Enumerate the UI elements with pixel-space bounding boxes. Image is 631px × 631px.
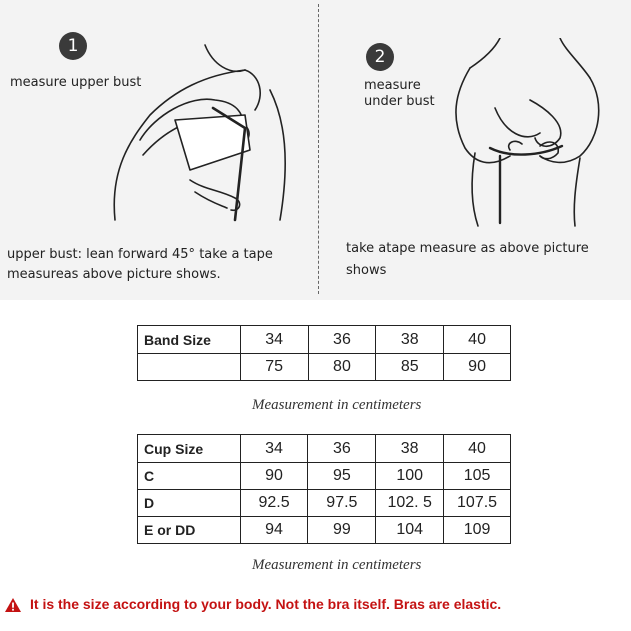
band-size-header: Band Size [138, 326, 241, 354]
cup-size-38: 38 [376, 435, 444, 463]
cup-label-d: D [138, 490, 241, 517]
cup-d-36: 97.5 [308, 490, 376, 517]
cup-size-table [137, 434, 511, 544]
cup-c-38: 100 [376, 463, 444, 490]
band-table-note: Measurement in centimeters [252, 397, 422, 413]
step-2-caption: take atape measure as above picture shows [346, 241, 589, 278]
cup-size-36: 36 [308, 435, 376, 463]
step-2-label-line2: under bust [364, 94, 435, 109]
warning-icon [4, 597, 22, 613]
cup-table-note: Measurement in centimeters [252, 557, 422, 573]
band-cm-38: 85 [376, 354, 444, 381]
under-bust-illustration [440, 38, 610, 228]
band-cm-34: 75 [240, 354, 308, 381]
cup-e-36: 99 [308, 517, 376, 544]
warning-text: It is the size according to your body. Not the bra itself. Bras are elastic. [30, 596, 502, 612]
cup-size-40: 40 [444, 435, 511, 463]
band-size-40: 40 [444, 326, 511, 354]
band-size-38: 38 [376, 326, 444, 354]
upper-bust-illustration [95, 20, 310, 230]
cup-c-36: 95 [308, 463, 376, 490]
cup-label-c: C [138, 463, 241, 490]
elastic-warning [4, 596, 629, 613]
cup-c-40: 105 [444, 463, 511, 490]
cup-d-34: 92.5 [240, 490, 308, 517]
band-size-table [137, 325, 511, 381]
band-cm-40: 90 [444, 354, 511, 381]
cup-e-38: 104 [376, 517, 444, 544]
band-size-36: 36 [308, 326, 376, 354]
cup-size-header: Cup Size [138, 435, 241, 463]
band-cm-36: 80 [308, 354, 376, 381]
panel-divider [318, 4, 319, 294]
cup-d-40: 107.5 [444, 490, 511, 517]
cup-d-38: 102. 5 [376, 490, 444, 517]
cup-label-e-dd: E or DD [138, 517, 241, 544]
step-2-label-line1: measure [364, 78, 421, 93]
step-1-label: measure upper bust [10, 75, 142, 90]
band-empty-cell [138, 354, 241, 381]
step-1-badge: 1 [59, 32, 87, 60]
step-1-caption-line1: upper bust: lean forward 45° take a tape [7, 247, 273, 262]
cup-e-40: 109 [444, 517, 511, 544]
band-size-34: 34 [240, 326, 308, 354]
step-2-badge: 2 [366, 43, 394, 71]
cup-e-34: 94 [240, 517, 308, 544]
cup-c-34: 90 [240, 463, 308, 490]
step-1-caption-line2: measureas above picture shows. [7, 267, 221, 282]
cup-size-34: 34 [240, 435, 308, 463]
